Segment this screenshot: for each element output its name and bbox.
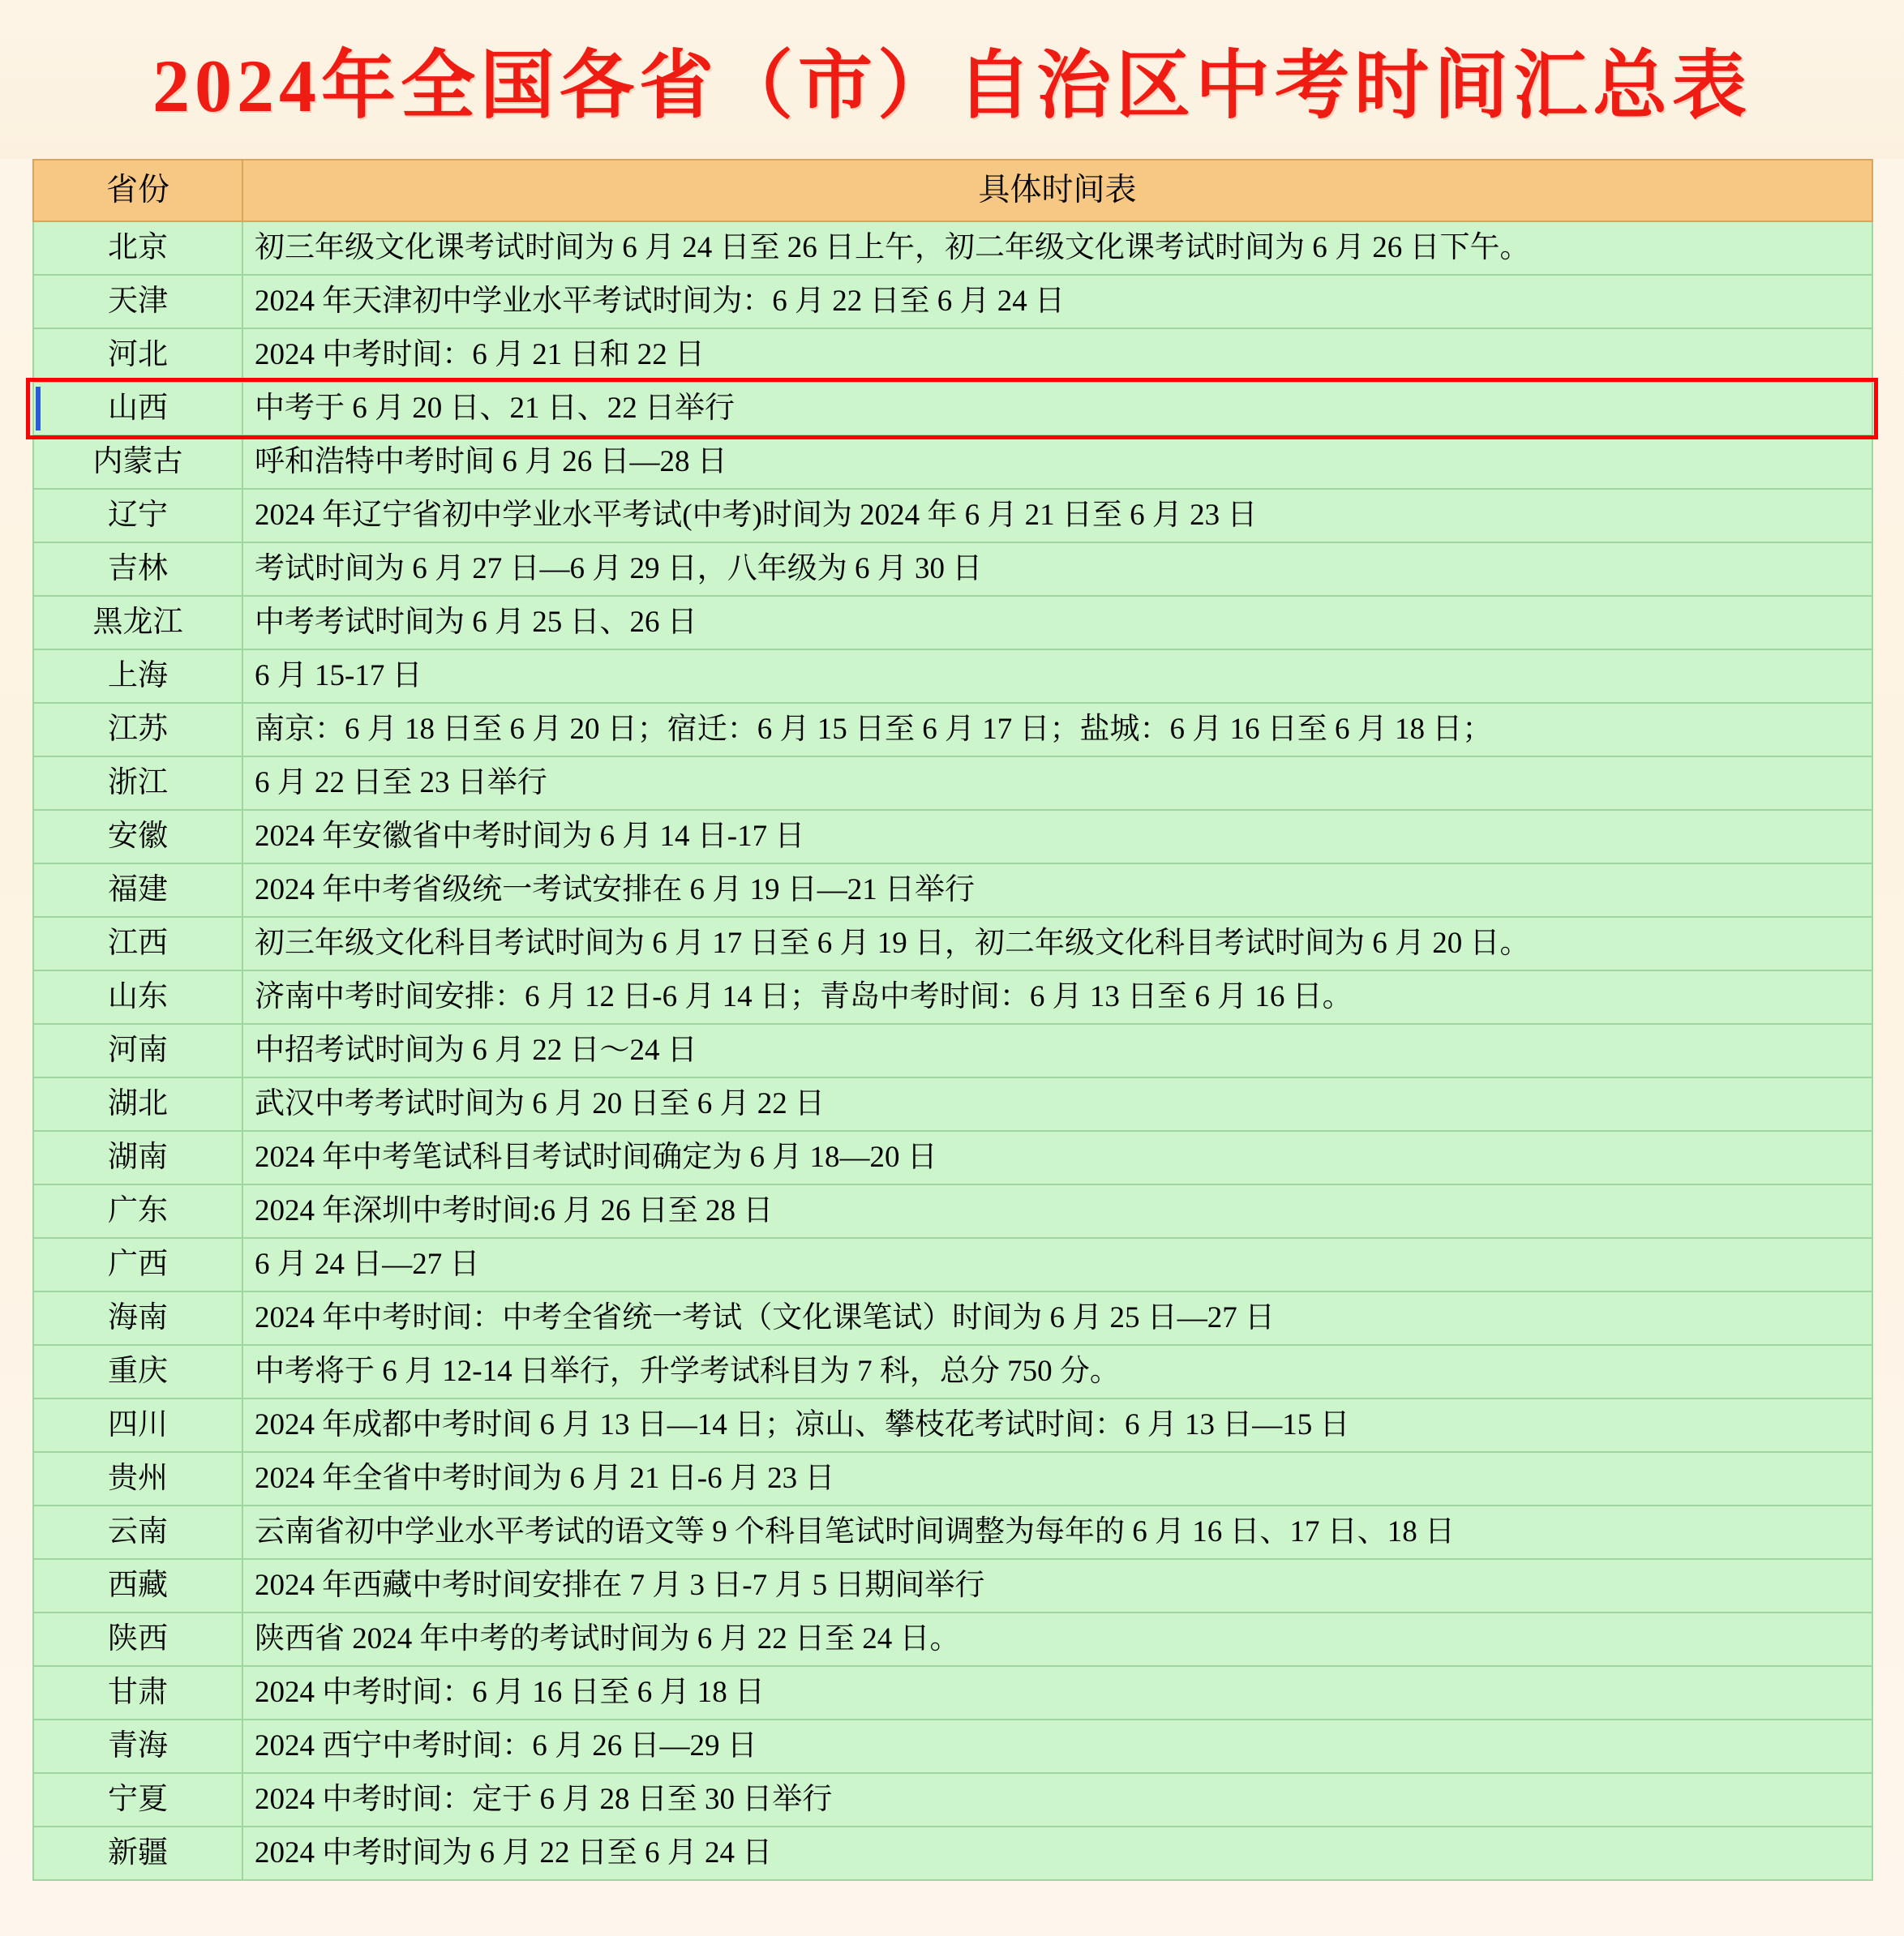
cell-province: 内蒙古	[33, 435, 242, 489]
cell-province: 湖北	[33, 1077, 242, 1131]
focus-cursor	[36, 387, 41, 430]
cell-schedule: 呼和浩特中考时间 6 月 26 日—28 日	[242, 435, 1872, 489]
cell-schedule: 初三年级文化课考试时间为 6 月 24 日至 26 日上午，初二年级文化课考试时间为 6 月 26 日下午。	[242, 221, 1872, 275]
table-row[interactable]	[33, 596, 1872, 649]
table-row[interactable]	[33, 1184, 1872, 1238]
cell-schedule: 6 月 22 日至 23 日举行	[242, 756, 1872, 810]
cell-province: 云南	[33, 1506, 242, 1559]
table-row[interactable]	[33, 1345, 1872, 1398]
table-row[interactable]	[33, 275, 1872, 328]
cell-province: 山西	[33, 382, 242, 435]
cell-schedule: 2024 年中考笔试科目考试时间确定为 6 月 18—20 日	[242, 1131, 1872, 1184]
cell-schedule: 2024 年西藏中考时间安排在 7 月 3 日-7 月 5 日期间举行	[242, 1559, 1872, 1613]
cell-schedule: 2024 西宁中考时间：6 月 26 日—29 日	[242, 1720, 1872, 1773]
table-row[interactable]	[33, 649, 1872, 703]
cell-province: 广西	[33, 1238, 242, 1291]
table-row[interactable]	[33, 1773, 1872, 1827]
cell-province: 北京	[33, 221, 242, 275]
table-container	[0, 159, 1904, 1881]
cell-province: 甘肃	[33, 1666, 242, 1720]
cell-province: 重庆	[33, 1345, 242, 1398]
table-row[interactable]	[33, 1720, 1872, 1773]
cell-schedule: 2024 中考时间：6 月 16 日至 6 月 18 日	[242, 1666, 1872, 1720]
cell-schedule: 2024 中考时间：定于 6 月 28 日至 30 日举行	[242, 1773, 1872, 1827]
table-row[interactable]	[33, 1559, 1872, 1613]
table-row[interactable]	[33, 1452, 1872, 1506]
cell-schedule: 中考将于 6 月 12-14 日举行，升学考试科目为 7 科，总分 750 分。	[242, 1345, 1872, 1398]
cell-province: 浙江	[33, 756, 242, 810]
cell-schedule: 2024 中考时间为 6 月 22 日至 6 月 24 日	[242, 1827, 1872, 1880]
table-header-row	[33, 160, 1872, 221]
cell-schedule: 中招考试时间为 6 月 22 日～24 日	[242, 1024, 1872, 1077]
cell-province: 福建	[33, 863, 242, 917]
table-row[interactable]	[33, 1613, 1872, 1666]
table-row[interactable]	[33, 435, 1872, 489]
cell-province: 青海	[33, 1720, 242, 1773]
table-row[interactable]	[33, 703, 1872, 756]
cell-province: 海南	[33, 1291, 242, 1345]
cell-province: 河南	[33, 1024, 242, 1077]
cell-province: 黑龙江	[33, 596, 242, 649]
table-row[interactable]	[33, 970, 1872, 1024]
cell-province: 吉林	[33, 542, 242, 596]
cell-schedule: 云南省初中学业水平考试的语文等 9 个科目笔试时间调整为每年的 6 月 16 日、17 日、18 日	[242, 1506, 1872, 1559]
table-row[interactable]	[33, 1398, 1872, 1452]
table-row[interactable]	[33, 1291, 1872, 1345]
table-row[interactable]	[33, 1077, 1872, 1131]
cell-province: 宁夏	[33, 1773, 242, 1827]
cell-schedule: 武汉中考考试时间为 6 月 20 日至 6 月 22 日	[242, 1077, 1872, 1131]
cell-schedule: 2024 年成都中考时间 6 月 13 日—14 日；凉山、攀枝花考试时间：6 月 13 日—15 日	[242, 1398, 1872, 1452]
cell-schedule: 6 月 15-17 日	[242, 649, 1872, 703]
title-bar	[0, 0, 1904, 159]
table-row[interactable]	[33, 1666, 1872, 1720]
column-header-schedule: 具体时间表	[242, 160, 1872, 221]
cell-province: 江苏	[33, 703, 242, 756]
cell-province: 山东	[33, 970, 242, 1024]
cell-province: 陕西	[33, 1613, 242, 1666]
cell-province: 江西	[33, 917, 242, 970]
cell-schedule: 2024 年辽宁省初中学业水平考试(中考)时间为 2024 年 6 月 21 日至 6 月 23 日	[242, 489, 1872, 542]
table-row[interactable]	[33, 542, 1872, 596]
cell-province: 新疆	[33, 1827, 242, 1880]
cell-schedule: 中考于 6 月 20 日、21 日、22 日举行	[242, 382, 1872, 435]
table-row[interactable]	[33, 863, 1872, 917]
table-row[interactable]	[33, 1238, 1872, 1291]
cell-schedule: 2024 年天津初中学业水平考试时间为：6 月 22 日至 6 月 24 日	[242, 275, 1872, 328]
cell-schedule: 南京：6 月 18 日至 6 月 20 日；宿迁：6 月 15 日至 6 月 17 日；盐城：6 月 16 日至 6 月 18 日；	[242, 703, 1872, 756]
cell-province: 广东	[33, 1184, 242, 1238]
table-row[interactable]	[33, 1131, 1872, 1184]
cell-schedule: 中考考试时间为 6 月 25 日、26 日	[242, 596, 1872, 649]
cell-schedule: 6 月 24 日—27 日	[242, 1238, 1872, 1291]
table-row[interactable]	[33, 382, 1872, 435]
table-row[interactable]	[33, 917, 1872, 970]
table-row[interactable]	[33, 221, 1872, 275]
cell-schedule: 2024 年全省中考时间为 6 月 21 日-6 月 23 日	[242, 1452, 1872, 1506]
cell-province: 辽宁	[33, 489, 242, 542]
table-row[interactable]	[33, 1024, 1872, 1077]
cell-schedule: 2024 中考时间：6 月 21 日和 22 日	[242, 328, 1872, 382]
cell-province: 安徽	[33, 810, 242, 863]
table-row[interactable]	[33, 756, 1872, 810]
cell-province: 河北	[33, 328, 242, 382]
cell-province: 贵州	[33, 1452, 242, 1506]
cell-schedule: 2024 年中考时间：中考全省统一考试（文化课笔试）时间为 6 月 25 日—27 日	[242, 1291, 1872, 1345]
cell-province: 湖南	[33, 1131, 242, 1184]
cell-province: 四川	[33, 1398, 242, 1452]
cell-schedule: 济南中考时间安排：6 月 12 日-6 月 14 日；青岛中考时间：6 月 13 日至 6 月 16 日。	[242, 970, 1872, 1024]
cell-province: 上海	[33, 649, 242, 703]
table-row[interactable]	[33, 328, 1872, 382]
table-row[interactable]	[33, 810, 1872, 863]
exam-schedule-table	[32, 159, 1873, 1881]
column-header-province: 省份	[33, 160, 242, 221]
cell-schedule: 考试时间为 6 月 27 日—6 月 29 日，八年级为 6 月 30 日	[242, 542, 1872, 596]
cell-schedule: 2024 年中考省级统一考试安排在 6 月 19 日—21 日举行	[242, 863, 1872, 917]
cell-schedule: 2024 年安徽省中考时间为 6 月 14 日-17 日	[242, 810, 1872, 863]
table-body	[33, 221, 1872, 1880]
table-row[interactable]	[33, 1506, 1872, 1559]
cell-schedule: 2024 年深圳中考时间:6 月 26 日至 28 日	[242, 1184, 1872, 1238]
table-row[interactable]	[33, 1827, 1872, 1880]
cell-schedule: 初三年级文化科目考试时间为 6 月 17 日至 6 月 19 日，初二年级文化科目考试时间为 6 月 20 日。	[242, 917, 1872, 970]
table-header	[33, 160, 1872, 221]
cell-province: 西藏	[33, 1559, 242, 1613]
page-title: 2024年全国各省（市）自治区中考时间汇总表	[152, 45, 1752, 127]
table-row[interactable]	[33, 489, 1872, 542]
cell-province: 天津	[33, 275, 242, 328]
cell-schedule: 陕西省 2024 年中考的考试时间为 6 月 22 日至 24 日。	[242, 1613, 1872, 1666]
